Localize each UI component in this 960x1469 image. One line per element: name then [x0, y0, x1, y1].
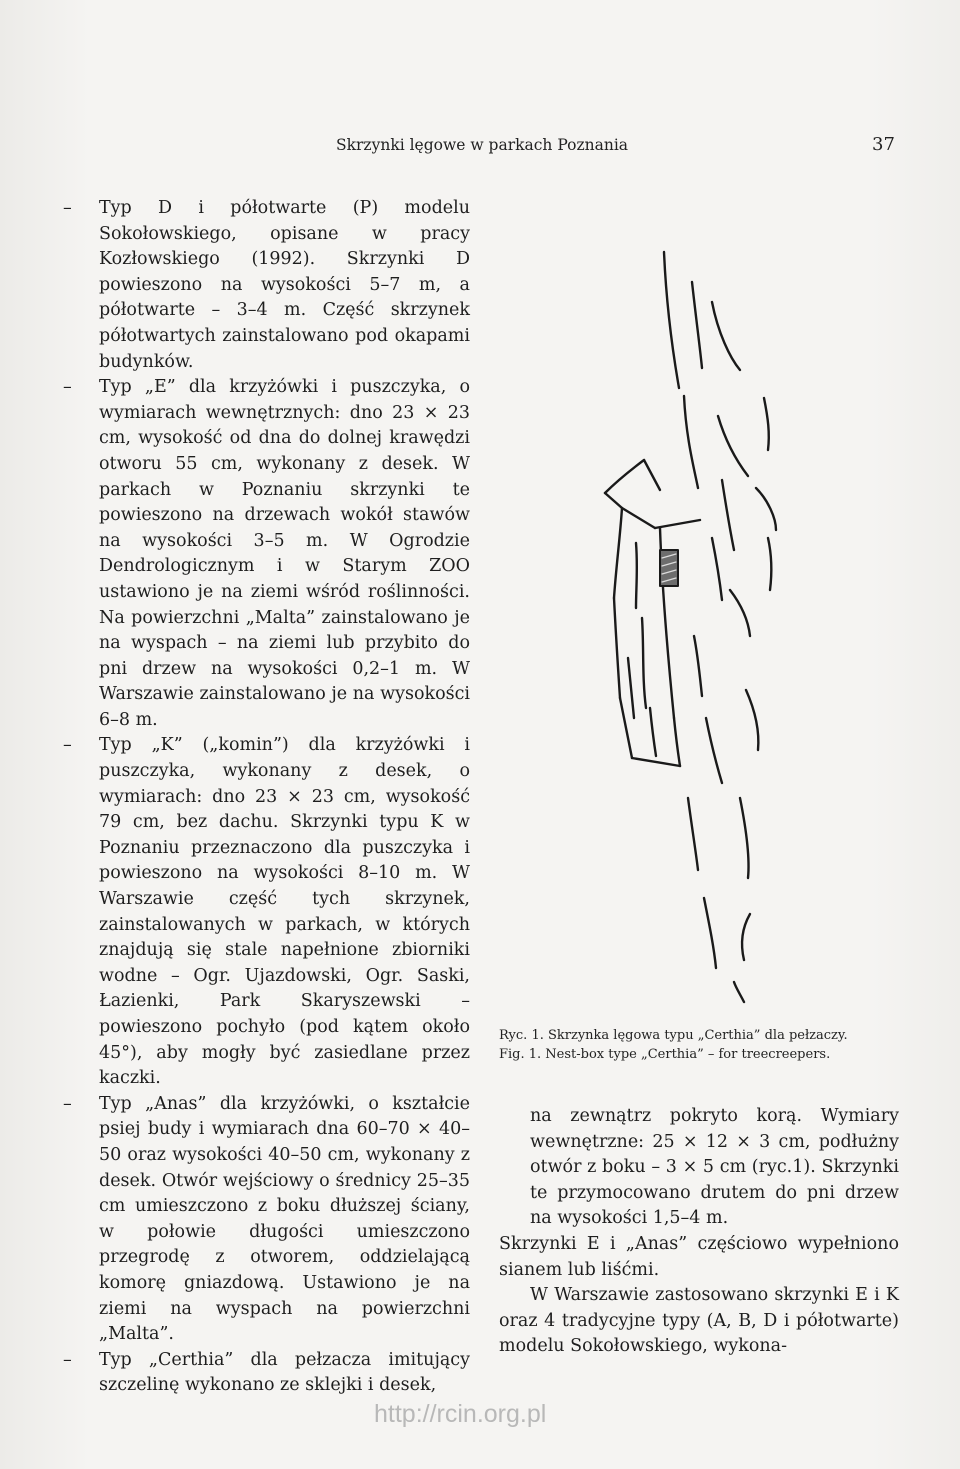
right-column	[499, 1104, 899, 1360]
left-column	[60, 196, 470, 1399]
caption-polish: Ryc. 1. Skrzynka lęgowa typu „Certhia” dla pełzaczy.	[499, 1028, 848, 1043]
paragraph: Skrzynki E i „Anas” częściowo wypełniono sianem lub liśćmi.	[499, 1233, 899, 1280]
page-number: 37	[872, 134, 895, 155]
list-item	[60, 733, 470, 1091]
nest-box	[605, 460, 700, 766]
list-item	[60, 375, 470, 733]
list-item	[60, 1092, 470, 1348]
list-item-text: Typ D i półotwarte (P) modelu Sokołowskiego, opisane w pracy Kozłowskiego (1992). Skrzynki D powieszono na wysokości 5–7 m, a półotwarte – 3–4 m. Część skrzynek półotwartych zainstalowano pod okapami budynków.	[99, 198, 470, 372]
list-dash: –	[63, 377, 72, 398]
figure-caption	[499, 1026, 919, 1064]
paragraph: W Warszawie zastosowano skrzynki E i K oraz 4 tradycyjne typy (A, B, D i półotwarte) modelu Sokołowskiego, wykona-	[499, 1285, 899, 1357]
list-item-text: Typ „Anas” dla krzyżówki, o kształcie psiej budy i wymiarach dna 60–70 × 40–50 oraz wysokości 40–50 cm, wykonany z desek. Otwór wejściowy o średnicy 25–35 cm umieszczono z boku dłuższej ściany, w połowie długości umieszczono przegrodę z otworem, oddzielającą komorę gniazdową. Ustawiono je na ziemi na wyspach na powierzchni „Malta”.	[99, 1093, 470, 1345]
running-header: Skrzynki lęgowe w parkach Poznania	[336, 136, 629, 154]
list-dash: –	[63, 1349, 72, 1370]
source-url[interactable]: http://rcin.org.pl	[374, 1400, 547, 1428]
list-item	[60, 196, 470, 375]
list-dash: –	[63, 1093, 72, 1114]
tree-bark	[664, 252, 776, 1002]
list-item-text: Typ „E” dla krzyżówki i puszczyka, o wymiarach wewnętrznych: dno 23 × 23 cm, wysokość od dna do dolnej krawędzi otworu 55 cm, wykonany z desek. W parkach w Poznaniu skrzynki te powieszono na drzewach wokół stawów na wysokości 3–5 m. W Ogrodzie Dendrologicznym i w Starym ZOO ustawiono je na ziemi wśród roślinności. Na powierzchni „Malta” zainstalowano je na wyspach – na ziemi lub przybito do pni drzew na wysokości 0,2–1 m. W Warszawie zainstalowano je na wysokości 6–8 m.	[99, 377, 470, 730]
list-item-continuation: na zewnątrz pokryto korą. Wymiary wewnętrzne: 25 × 12 × 3 cm, podłużny otwór z boku – 3 × 5 cm (ryc.1). Skrzynki te przymocowano drutem do pni drzew na wysokości 1,5–4 m.	[530, 1106, 899, 1229]
list-dash: –	[63, 198, 72, 218]
nest-box-illustration	[580, 238, 820, 1018]
list-dash: –	[63, 735, 72, 756]
list-item-text: Typ „Certhia” dla pełzacza imitujący szczelinę wykonano ze sklejki i desek,	[99, 1349, 470, 1396]
caption-english: Fig. 1. Nest-box type „Certhia” – for treecreepers.	[499, 1047, 831, 1062]
list-item-text: Typ „K” („komin”) dla krzyżówki i puszczyka, wykonany z desek, o wymiarach: dno 23 × 23 cm, wysokość 79 cm, bez dachu. Skrzynki typu K w Poznaniu przeznaczono dla puszczyka i powieszono na wysokości 8–10 m. W Warszawie część tych skrzynek, zainstalowanych w parkach, w których znajdują się stale napełnione zbiorniki wodne – Ogr. Ujazdowski, Ogr. Saski, Łazienki, Park Skaryszewski – powieszono pochyło (pod kątem około 45°), aby mogły być zasiedlane przez kaczki.	[99, 735, 470, 1089]
list-item	[60, 1348, 470, 1399]
